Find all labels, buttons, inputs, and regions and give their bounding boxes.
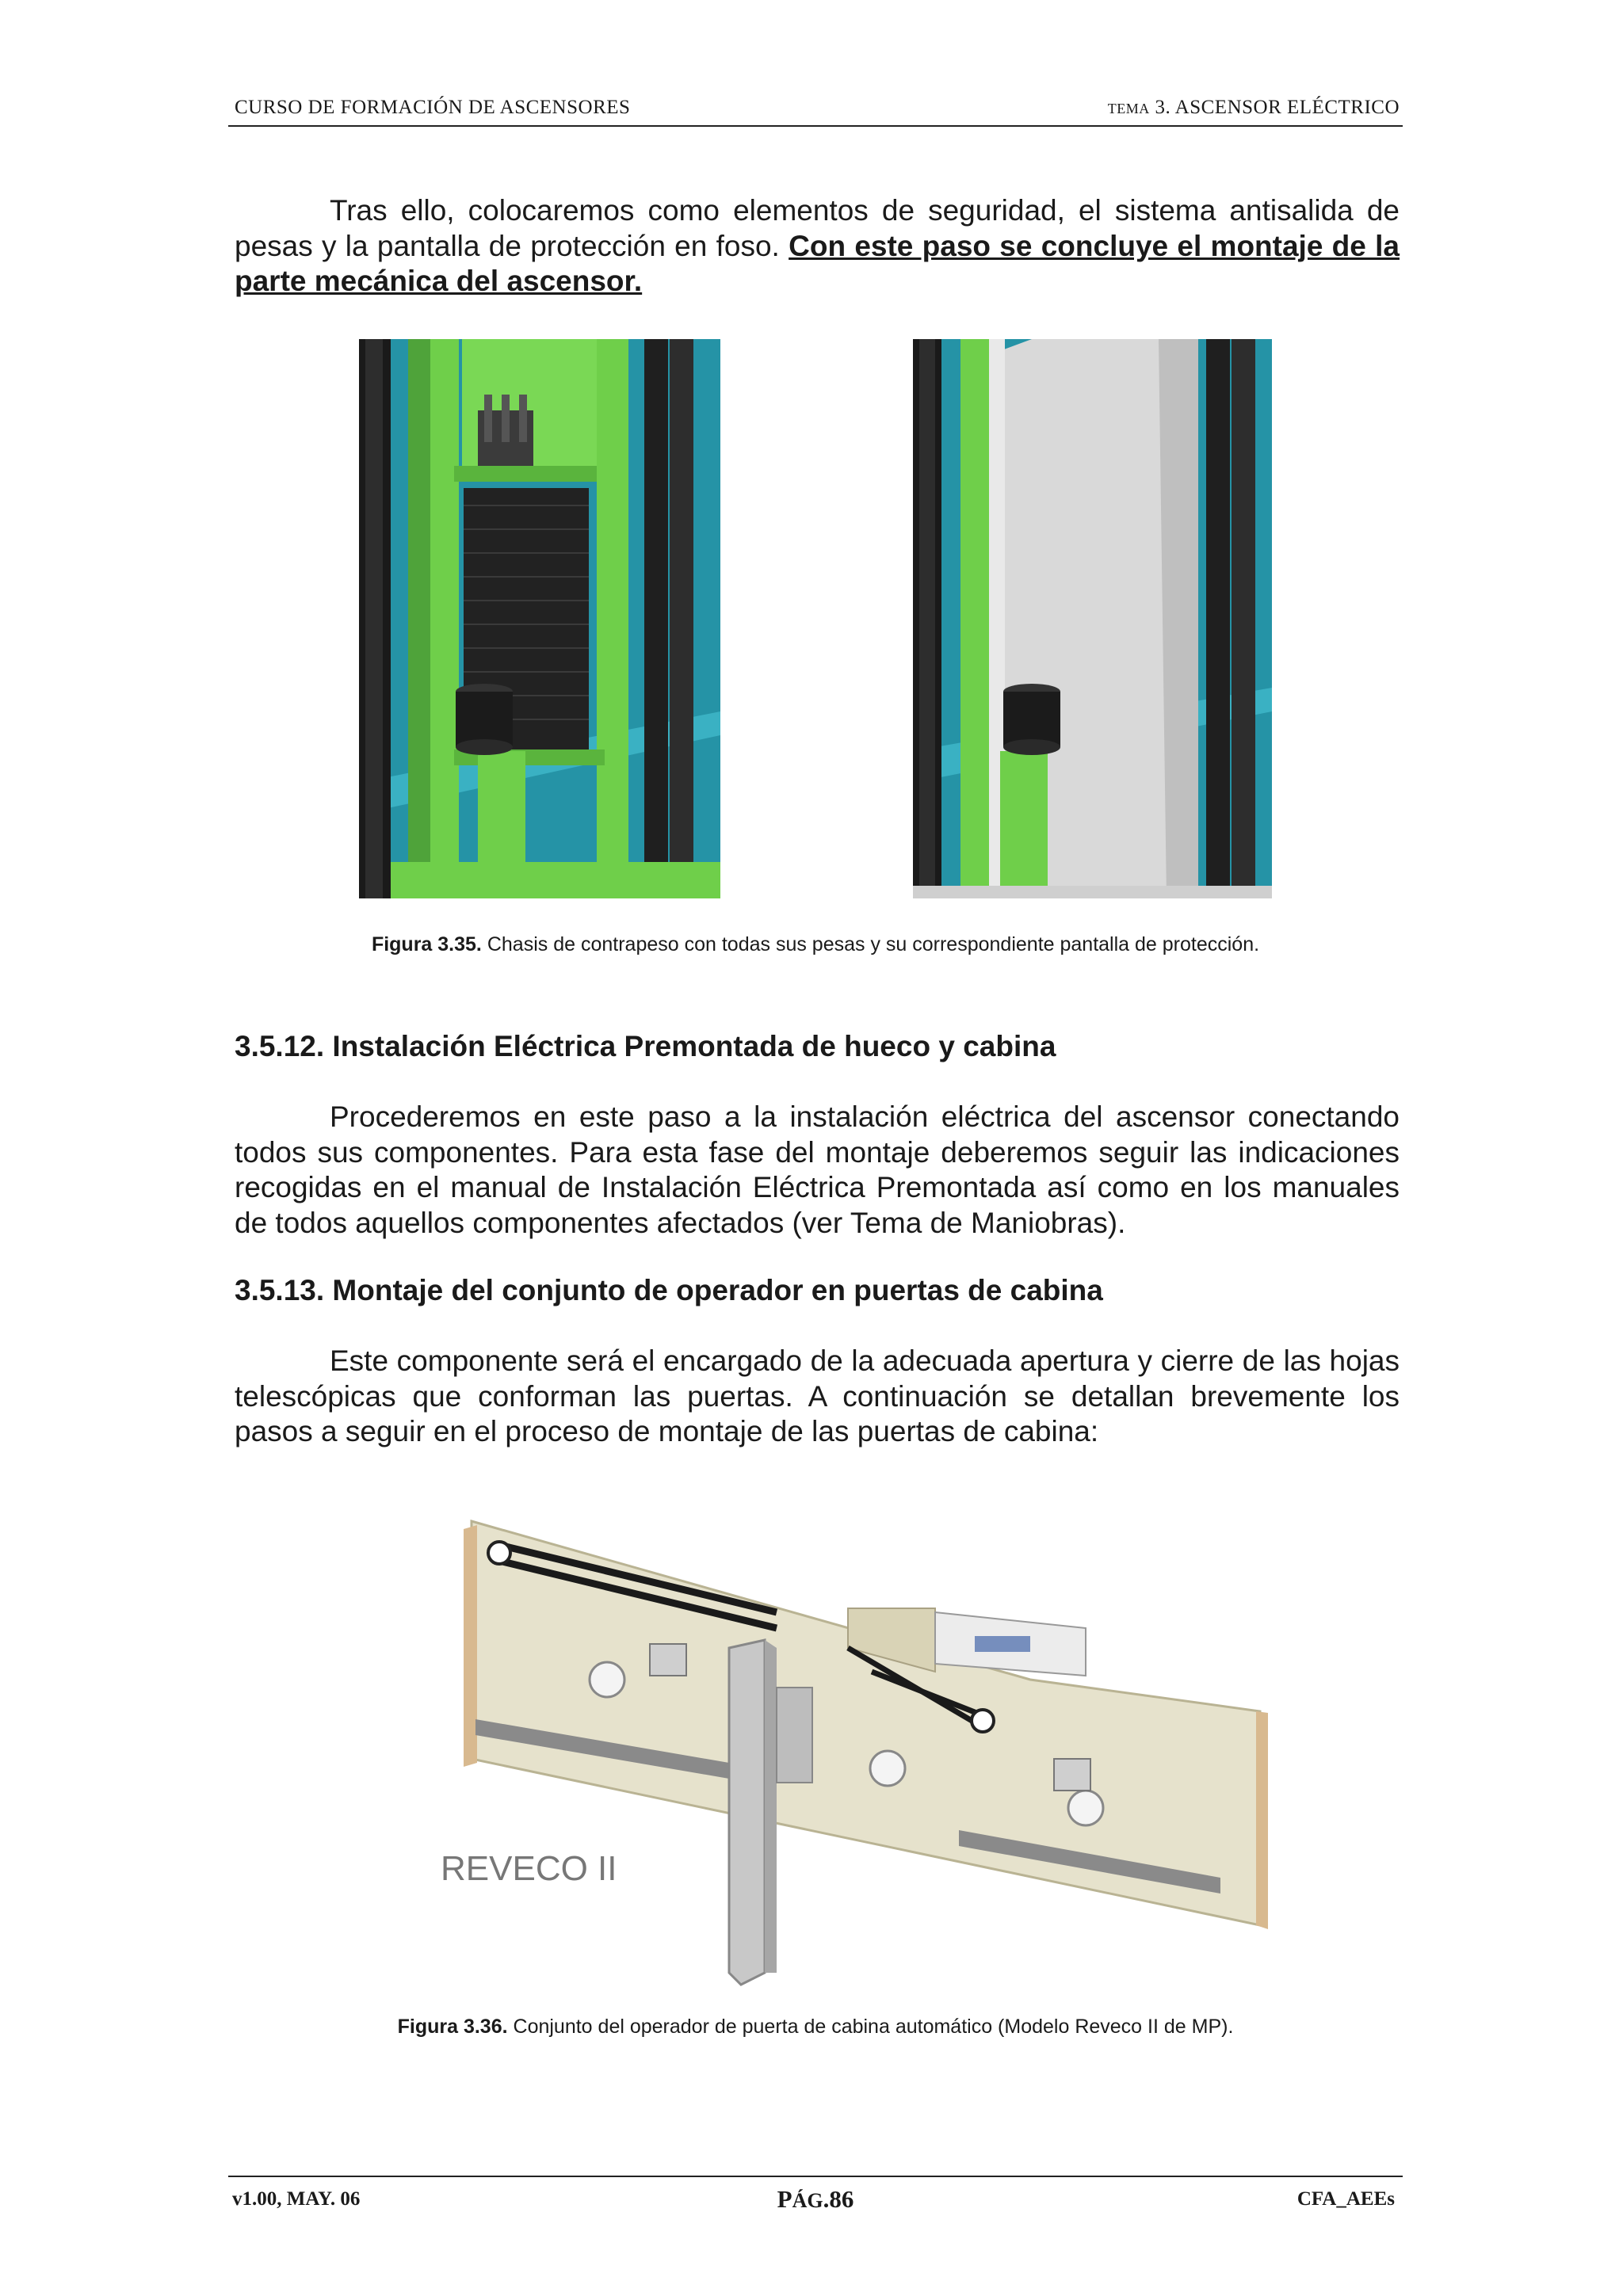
figure-3-36-text: Conjunto del operador de puerta de cabina automático (Modelo Reveco II de MP). xyxy=(513,2016,1234,2038)
header-chapter-title xyxy=(1108,97,1400,119)
figure-3-36-label: Figura 3.36. xyxy=(397,2016,508,2038)
section-3-5-13-text: Este componente será el encargado de la adecuada apertura y cierre de las hojas telescópicas que conforman las puertas. A continuación se detallan brevemente los pasos a seguir en el proceso de montaje de las puertas de cabina: xyxy=(235,1344,1400,1447)
section-3-5-13-heading: 3.5.13. Montaje del conjunto de operador en puertas de cabina xyxy=(235,1274,1103,1306)
figure-3-35-caption xyxy=(228,933,1403,956)
door-operator-image xyxy=(428,1497,1284,1989)
footer-page-p: P xyxy=(777,2185,792,2213)
section-3-5-13-paragraph xyxy=(235,1344,1400,1450)
intro-text: Tras ello, colocaremos como elementos de seguridad, el sistema antisalida de pesas y la pantalla de protección en foso. xyxy=(235,194,1400,262)
figure-3-36-caption xyxy=(228,2016,1403,2039)
header-tema-label: TEMA xyxy=(1107,101,1150,116)
footer-version: v1.00, MAY. 06 xyxy=(232,2188,361,2210)
intro-emphasis: Con este paso se concluye el montaje de la parte mecánica del ascensor. xyxy=(235,229,1400,297)
door-operator-illustration xyxy=(428,1497,1284,1989)
section-3-5-12-paragraph xyxy=(235,1100,1400,1241)
footer-code: CFA_AEEs xyxy=(1296,2188,1395,2210)
protection-screen-photo xyxy=(913,339,1272,898)
figure-3-35-text: Chasis de contrapeso con todas sus pesas y su correspondiente pantalla de protección. xyxy=(487,933,1260,955)
footer-page-ag: ÁG xyxy=(792,2189,823,2212)
footer-page-num: .86 xyxy=(823,2185,854,2213)
header-course-title: CURSO DE FORMACIÓN DE ASCENSORES xyxy=(235,97,631,118)
page-footer xyxy=(228,2176,1403,2217)
counterweight-frame-photo xyxy=(359,339,720,898)
footer-page-number xyxy=(228,2185,1403,2214)
reveco-model-label: REVECO II xyxy=(441,1849,617,1888)
counterweight-frame-illustration xyxy=(359,339,720,898)
intro-paragraph xyxy=(235,193,1400,299)
header-chapter-name: 3. ASCENSOR ELÉCTRICO xyxy=(1155,97,1400,118)
page-header xyxy=(228,93,1403,127)
figure-3-35-label: Figura 3.35. xyxy=(371,933,482,955)
protection-screen-illustration xyxy=(913,339,1272,898)
section-3-5-12-text: Procederemos en este paso a la instalación eléctrica del ascensor conectando todos sus componentes. Para esta fase del montaje deberemos seguir las indicaciones recogidas en el manual de Instalación Eléctrica Premontada así como en los manuales de todos aquellos componentes afectados (ver Tema de Maniobras). xyxy=(235,1100,1400,1239)
section-3-5-12-heading: 3.5.12. Instalación Eléctrica Premontada de hueco y cabina xyxy=(235,1030,1056,1062)
